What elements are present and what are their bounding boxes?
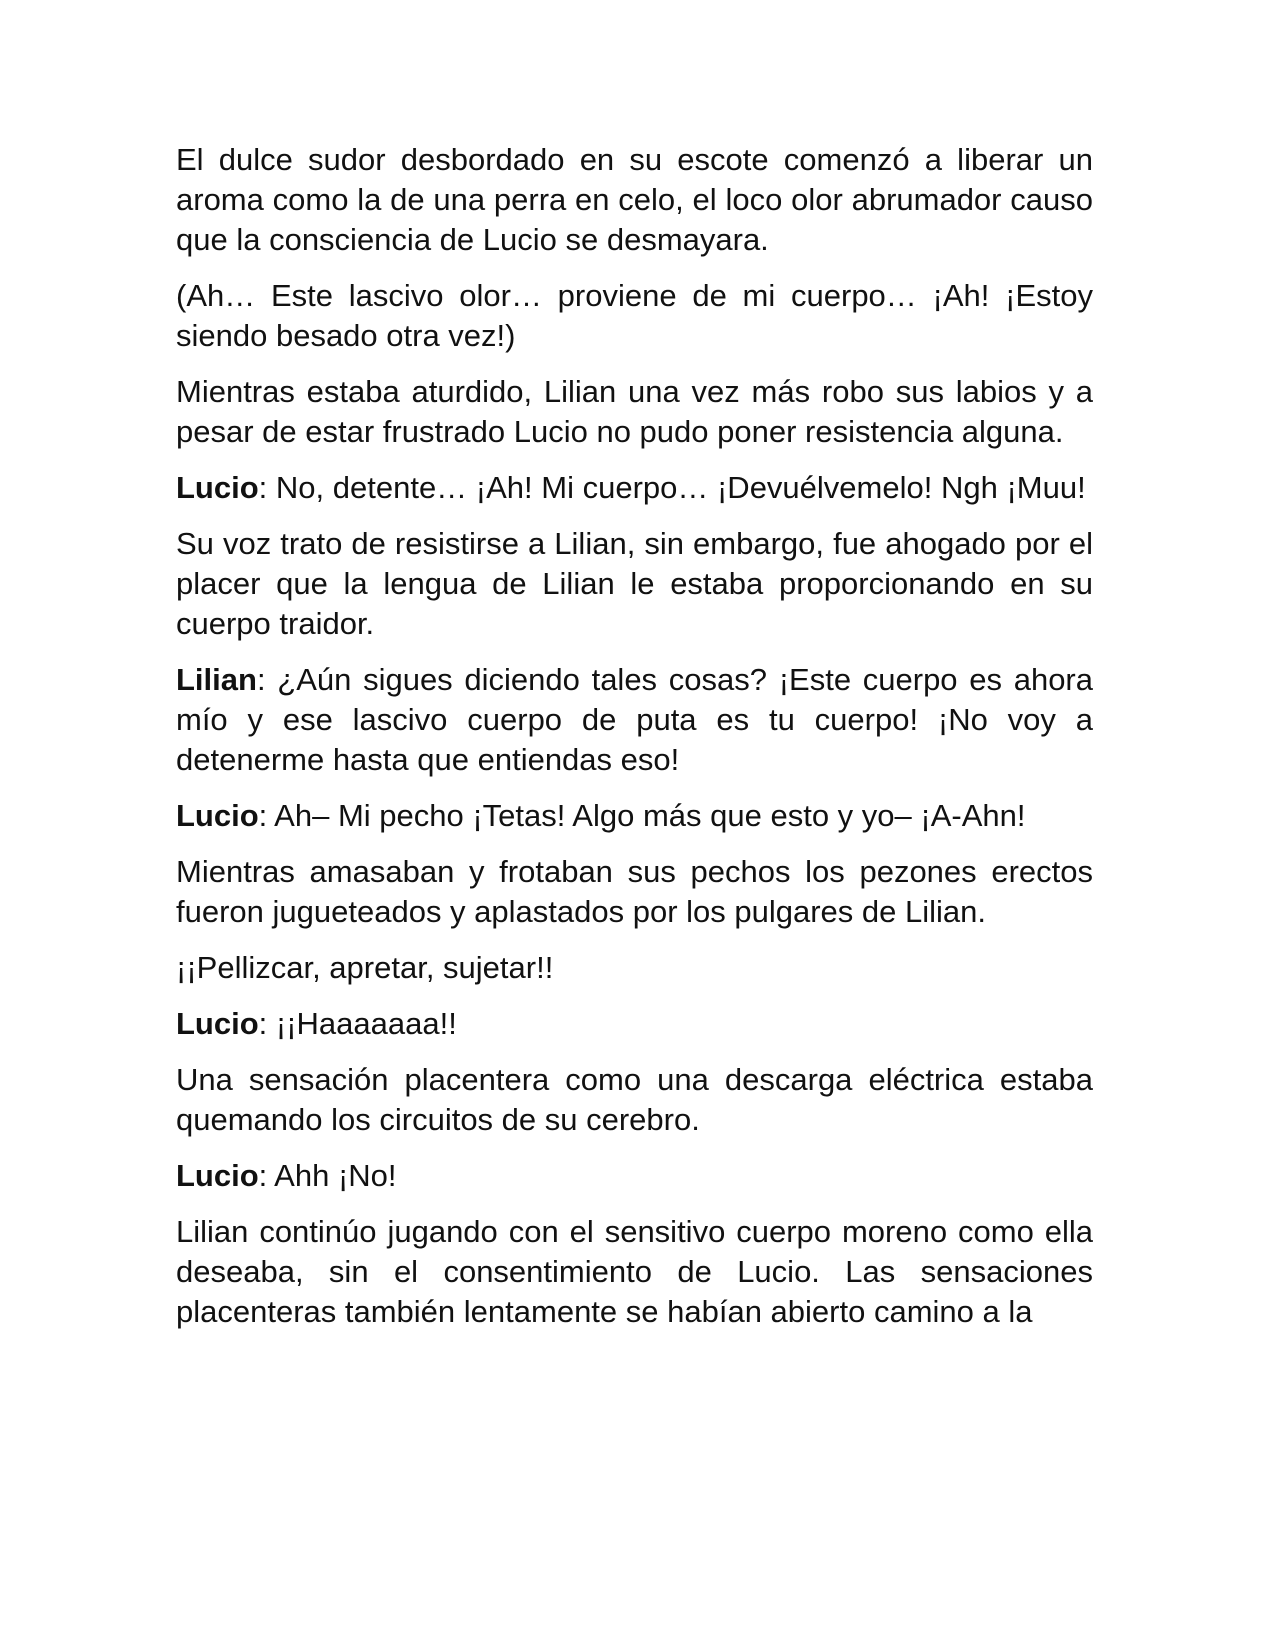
paragraph-text: Su voz trato de resistirse a Lilian, sin embargo, fue ahogado por el placer que la lengua de Lilian le estaba proporcionando en su cuerpo traidor. <box>176 526 1093 641</box>
speaker-name: Lilian <box>176 662 257 697</box>
dialogue-text: : ¡¡Haaaaaaa!! <box>258 1006 457 1041</box>
dialogue-line <box>176 1004 1093 1044</box>
dialogue-line <box>176 796 1093 836</box>
paragraph-text: Mientras amasaban y frotaban sus pechos los pezones erectos fueron jugueteados y aplastados por los pulgares de Lilian. <box>176 854 1093 929</box>
paragraph <box>176 852 1093 932</box>
speaker-name: Lucio <box>176 470 259 505</box>
speaker-name: Lucio <box>176 1158 259 1193</box>
paragraph-text: El dulce sudor desbordado en su escote comenzó a liberar un aroma como la de una perra en celo, el loco olor abrumador causo que la consciencia de Lucio se desmayara. <box>176 142 1093 257</box>
paragraph <box>176 276 1093 356</box>
paragraph-text: Una sensación placentera como una descarga eléctrica estaba quemando los circuitos de su cerebro. <box>176 1062 1093 1137</box>
dialogue-line <box>176 1156 1093 1196</box>
document-page <box>176 140 1093 1348</box>
paragraph <box>176 524 1093 644</box>
dialogue-text: : Ah– Mi pecho ¡Tetas! Algo más que esto y yo– ¡A-Ahn! <box>258 798 1026 833</box>
paragraph <box>176 1060 1093 1140</box>
dialogue-line <box>176 660 1093 780</box>
paragraph-text: Mientras estaba aturdido, Lilian una vez más robo sus labios y a pesar de estar frustrado Lucio no pudo poner resistencia alguna. <box>176 374 1093 449</box>
dialogue-line <box>176 468 1093 508</box>
dialogue-text: : Ahh ¡No! <box>258 1158 397 1193</box>
paragraph-text: ¡¡Pellizcar, apretar, sujetar!! <box>176 950 554 985</box>
paragraph <box>176 1212 1093 1332</box>
paragraph <box>176 140 1093 260</box>
paragraph-text: Lilian continúo jugando con el sensitivo cuerpo moreno como ella deseaba, sin el consentimiento de Lucio. Las sensaciones placenteras también lentamente se habían abierto camino a la <box>176 1214 1093 1329</box>
dialogue-text: : ¿Aún sigues diciendo tales cosas? ¡Este cuerpo es ahora mío y ese lascivo cuerpo de puta es tu cuerpo! ¡No voy a detenerme hasta que entiendas eso! <box>176 662 1093 777</box>
speaker-name: Lucio <box>176 1006 259 1041</box>
paragraph <box>176 948 1093 988</box>
speaker-name: Lucio <box>176 798 259 833</box>
dialogue-text: : No, detente… ¡Ah! Mi cuerpo… ¡Devuélvemelo! Ngh ¡Muu! <box>258 470 1086 505</box>
paragraph <box>176 372 1093 452</box>
paragraph-text: (Ah… Este lascivo olor… proviene de mi cuerpo… ¡Ah! ¡Estoy siendo besado otra vez!) <box>176 278 1093 353</box>
